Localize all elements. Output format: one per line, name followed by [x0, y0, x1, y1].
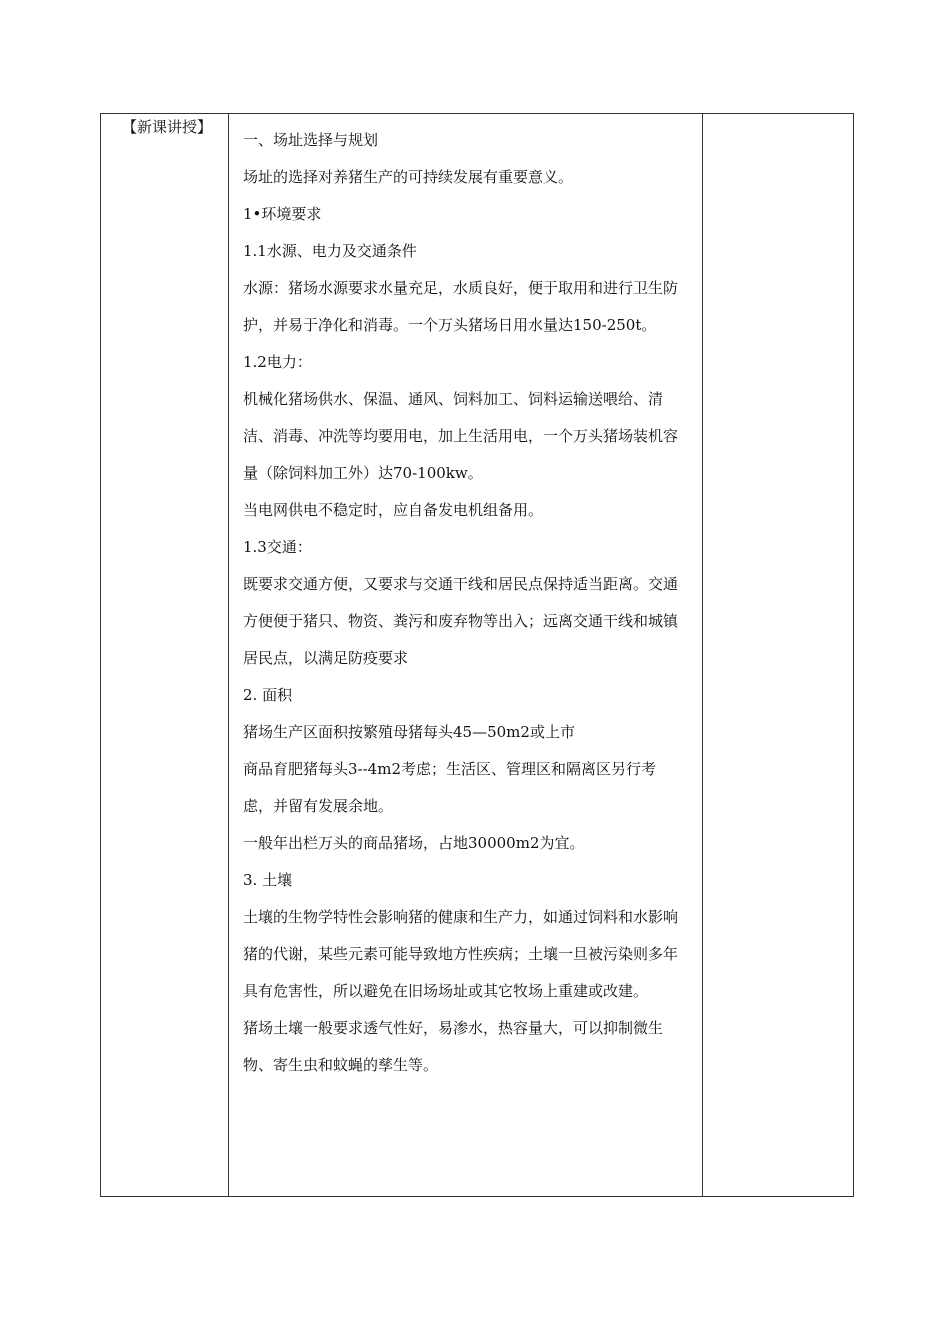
area-paragraph-3: 虑，并留有发展余地。 — [243, 797, 394, 815]
soil-paragraph-1: 土壤的生物学特性会影响猪的健康和生产力，如通过饲料和水影响猪的代谢，某些元素可能导致地方性疾病；土壤一旦被污染则多年具有危害性，所以避免在旧场场址或其它牧场上重建或改建。 — [243, 908, 679, 1000]
heading-soil: 3. 土壤 — [243, 871, 293, 889]
area-paragraph-1: 猪场生产区面积按繁殖母猪每头45—50m2或上市 — [243, 723, 575, 741]
heading-area: 2. 面积 — [243, 686, 293, 704]
notes-cell — [703, 114, 854, 1197]
area-paragraph-4: 一般年出栏万头的商品猪场，占地30000m2为宜。 — [243, 834, 585, 852]
soil-paragraph-2: 猪场土壤一般要求透气性好，易渗水，热容量大，可以抑制微生物、寄生虫和蚊蝇的孳生等。 — [243, 1019, 664, 1074]
water-paragraph: 水源：猪场水源要求水量充足，水质良好，便于取用和进行卫生防护，并易于净化和消毒。一个万头猪场日用水量达150-250t。 — [243, 279, 679, 334]
traffic-paragraph: 既要求交通方便，又要求与交通干线和居民点保持适当距离。交通方便便于猪只、物资、粪污和废弃物等出入；远离交通干线和城镇居民点，以满足防疫要求 — [243, 575, 679, 667]
heading-water-power-traffic: 1.1水源、电力及交通条件 — [243, 242, 417, 260]
lesson-plan-table — [100, 113, 854, 1197]
section-label: 【新课讲授】 — [122, 118, 213, 136]
heading-environment: 1•环境要求 — [243, 205, 322, 223]
power-paragraph: 机械化猪场供水、保温、通风、饲料加工、饲料运输送喂给、清洁、消毒、冲洗等均要用电，加上生活用电，一个万头猪场装机容量（除饲料加工外）达70-100kw。 — [243, 390, 679, 482]
table-row — [101, 114, 854, 1197]
heading-power: 1.2电力： — [243, 353, 312, 371]
heading-traffic: 1.3交通： — [243, 538, 312, 556]
section-label-cell — [101, 114, 229, 1197]
lesson-content-cell — [229, 114, 703, 1197]
heading-site-selection: 一、场址选择与规划 — [243, 131, 379, 149]
area-paragraph-2: 商品育肥猪每头3--4m2考虑；生活区、管理区和隔离区另行考 — [243, 760, 656, 778]
lesson-content — [229, 114, 702, 1084]
generator-paragraph: 当电网供电不稳定时，应自备发电机组备用。 — [243, 501, 544, 519]
intro-paragraph: 场址的选择对养猪生产的可持续发展有重要意义。 — [243, 168, 574, 186]
